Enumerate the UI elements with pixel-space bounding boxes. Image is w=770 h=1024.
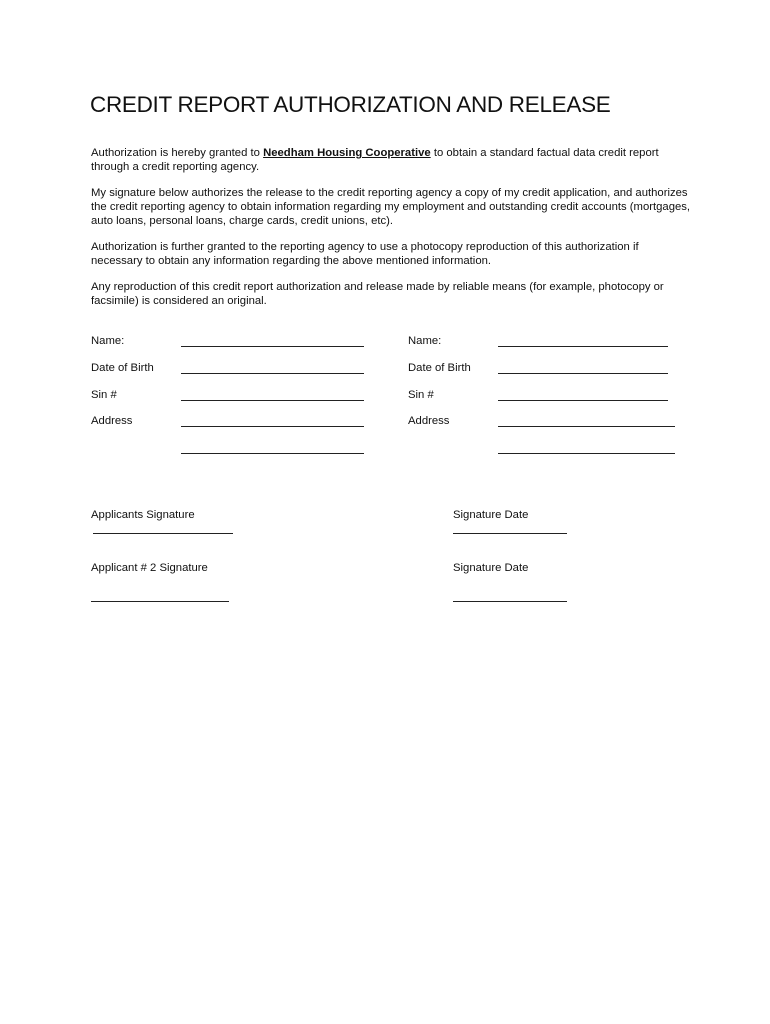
- authorization-prefix: Authorization is hereby granted to: [91, 147, 264, 159]
- authorization-paragraph: [91, 146, 691, 174]
- photocopy-authorization-paragraph: Authorization is further granted to the reporting agency to use a photocopy reproduction of this authorization if necessary to obtain any information regarding the above mentioned information.: [91, 241, 639, 267]
- applicant2-name-label: Name:: [408, 335, 442, 347]
- applicant-signature-field[interactable]: [93, 533, 233, 534]
- applicant-signature-label: Applicants Signature: [91, 509, 195, 521]
- organization-name: Needham Housing Cooperative: [263, 147, 431, 159]
- reproduction-paragraph: Any reproduction of this credit report authorization and release made by reliable means (for example, photocopy or facsimile) is considered an original.: [91, 281, 664, 307]
- signature-date-field-2[interactable]: [453, 601, 567, 602]
- applicant1-dob-label: Date of Birth: [91, 362, 154, 374]
- applicant2-address-field-line1[interactable]: [498, 426, 675, 427]
- applicant2-address-field-line2[interactable]: [498, 453, 675, 454]
- applicant1-name-label: Name:: [91, 335, 125, 347]
- applicant1-sin-field[interactable]: [181, 400, 364, 401]
- applicant2-signature-field[interactable]: [91, 601, 229, 602]
- document-title: CREDIT REPORT AUTHORIZATION AND RELEASE: [90, 92, 611, 117]
- applicant2-dob-label: Date of Birth: [408, 362, 471, 374]
- applicant1-address-label: Address: [91, 415, 133, 427]
- signature-date-label-2: Signature Date: [453, 562, 529, 574]
- applicant2-sin-field[interactable]: [498, 400, 668, 401]
- applicant2-signature-label: Applicant # 2 Signature: [91, 562, 208, 574]
- applicant2-sin-label: Sin #: [408, 389, 434, 401]
- applicant1-name-field[interactable]: [181, 346, 364, 347]
- signature-date-label-1: Signature Date: [453, 509, 529, 521]
- authorization-suffix: to obtain a standard factual data credit report through a credit reporting agency.: [91, 147, 659, 173]
- applicant1-sin-label: Sin #: [91, 389, 117, 401]
- applicant2-address-label: Address: [408, 415, 450, 427]
- applicant1-dob-field[interactable]: [181, 373, 364, 374]
- applicant1-address-field-line1[interactable]: [181, 426, 364, 427]
- applicant2-name-field[interactable]: [498, 346, 668, 347]
- signature-date-field-1[interactable]: [453, 533, 567, 534]
- signature-release-paragraph: My signature below authorizes the release to the credit reporting agency a copy of my credit application, and authorizes the credit reporting agency to obtain information regarding my employment and outstanding credit accounts (mortgages, auto loans, personal loans, charge cards, credit unions, etc).: [91, 187, 691, 227]
- applicant2-dob-field[interactable]: [498, 373, 668, 374]
- applicant1-address-field-line2[interactable]: [181, 453, 364, 454]
